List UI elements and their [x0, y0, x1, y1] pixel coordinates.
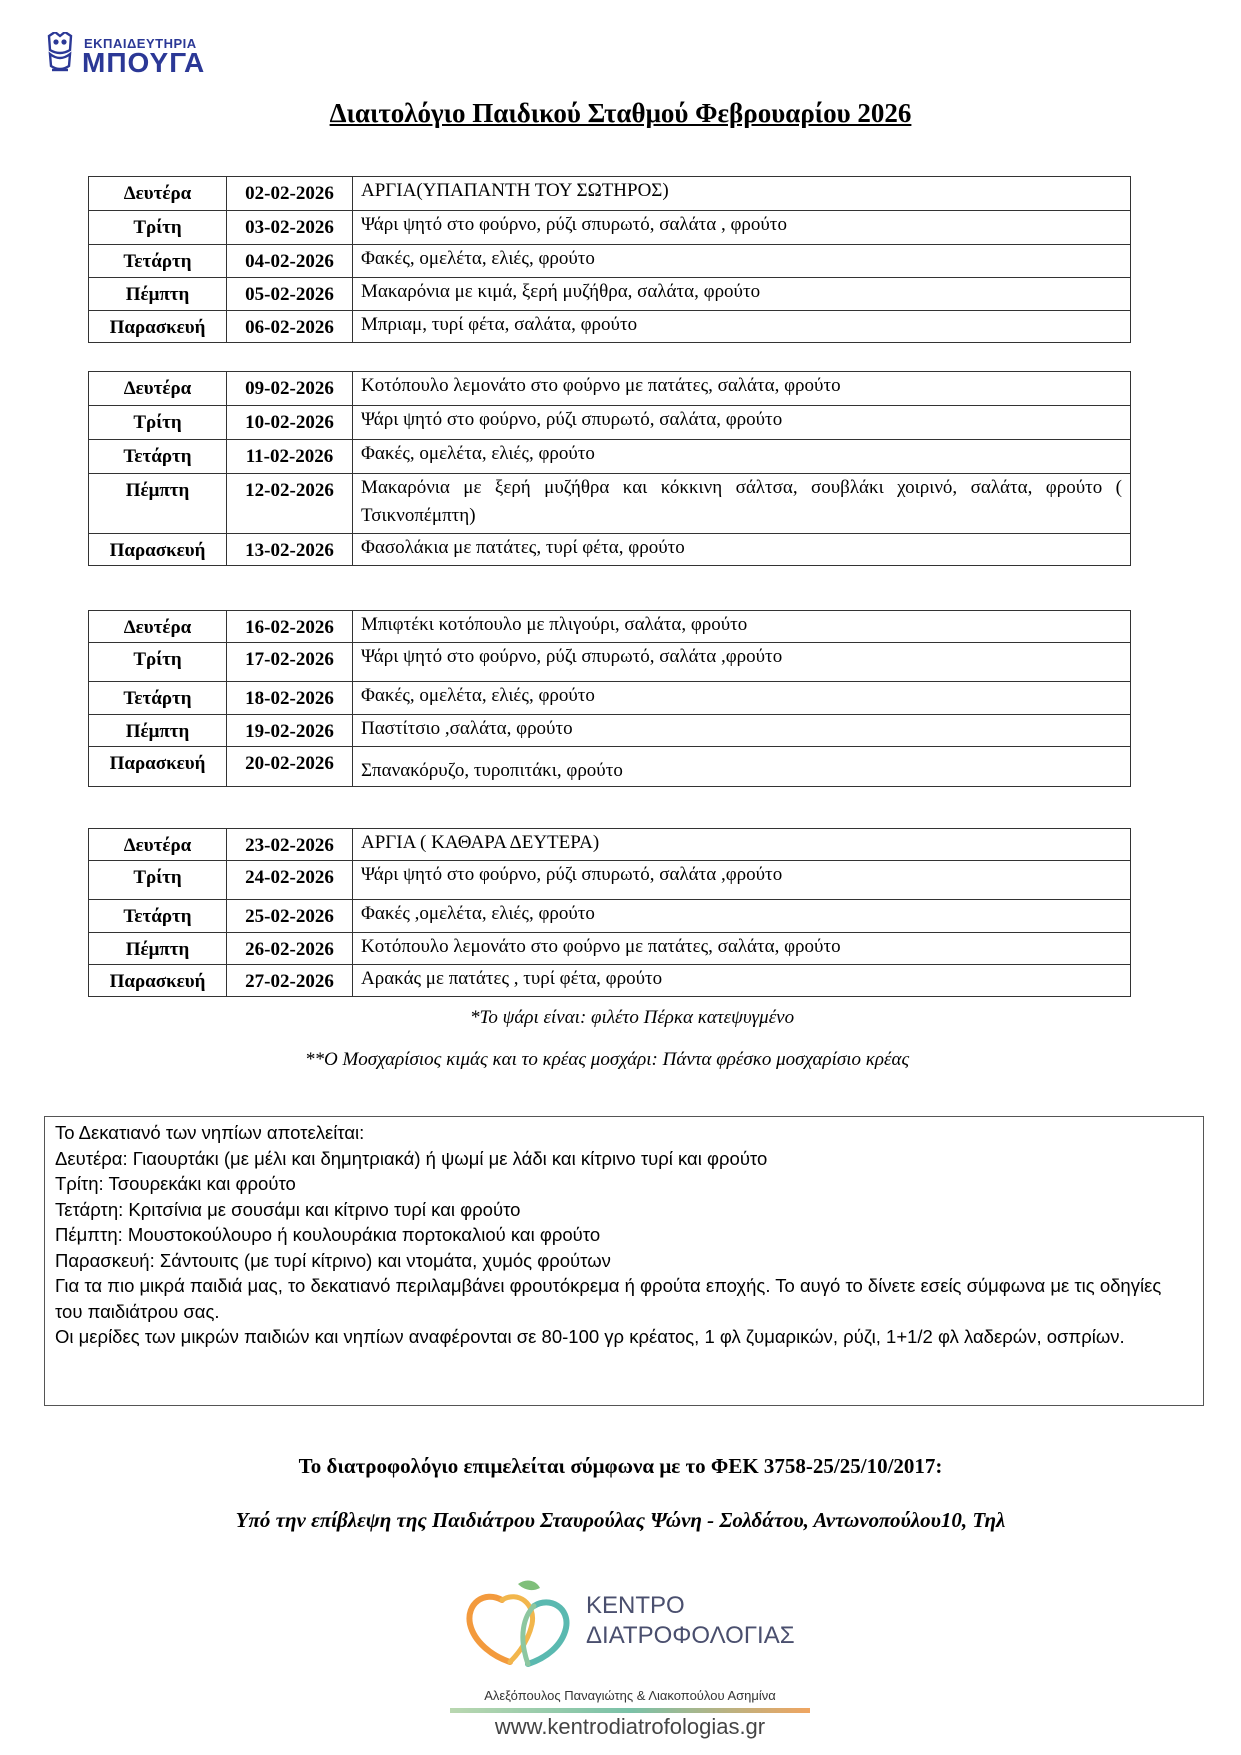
week-4-table	[88, 828, 1131, 997]
table-row	[89, 611, 1131, 643]
day-cell: Πέμπτη	[89, 933, 227, 965]
day-cell: Δευτέρα	[89, 372, 227, 406]
date-cell: 03-02-2026	[227, 211, 353, 245]
day-cell: Παρασκευή	[89, 965, 227, 997]
table-row	[89, 311, 1131, 343]
snack-line: Δευτέρα: Γιαουρτάκι (με μέλι και δημητριακά) ή ψωμί με λάδι και κίτρινο τυρί και φρούτο	[55, 1147, 768, 1169]
fek-statement: Το διατροφολόγιο επιμελείται σύμφωνα με το ΦΕΚ 3758-25/25/10/2017:	[298, 1454, 943, 1478]
meal-cell: Μακαρόνια με ξερή μυζήθρα και κόκκινη σάλτσα, σουβλάκι χοιρινό, σαλάτα, φρούτο ( Τσικνοπέμπτη)	[353, 474, 1131, 534]
date-cell: 02-02-2026	[227, 177, 353, 211]
date-cell: 25-02-2026	[227, 900, 353, 933]
meal-cell: ΑΡΓΙΑ ( ΚΑΘΑΡΑ ΔΕΥΤΕΡΑ)	[353, 829, 1131, 861]
day-cell: Τετάρτη	[89, 682, 227, 715]
website-url: www.kentrodiatrofologias.gr	[494, 1714, 766, 1739]
snack-line: Για τα πιο μικρά παιδιά μας, το δεκατιανό περιλαμβάνει φρουτόκρεμα ή φρούτα εποχής. Το αυγό το δίνετε εσείς σύμφωνα με τις οδηγίες του παιδιάτρου σας.	[55, 1275, 1162, 1322]
table-row	[89, 211, 1131, 245]
snack-line: Παρασκευή: Σάντουιτς (με τυρί κίτρινο) και ντομάτα, χυμός φρούτων	[55, 1249, 611, 1271]
brand-line1: ΚΕΝΤΡΟ	[586, 1592, 685, 1619]
meal-cell: Μπιφτέκι κοτόπουλο με πλιγούρι, σαλάτα, φρούτο	[353, 611, 1131, 643]
day-cell: Πέμπτη	[89, 474, 227, 534]
snack-info-box	[44, 1116, 1204, 1406]
day-cell: Παρασκευή	[89, 311, 227, 343]
week-2-table	[88, 371, 1131, 566]
date-cell: 05-02-2026	[227, 278, 353, 311]
day-cell: Τρίτη	[89, 406, 227, 440]
date-cell: 16-02-2026	[227, 611, 353, 643]
meal-cell: Φασολάκια με πατάτες, τυρί φέτα, φρούτο	[353, 534, 1131, 566]
date-cell: 09-02-2026	[227, 372, 353, 406]
table-row	[89, 829, 1131, 861]
day-cell: Τρίτη	[89, 211, 227, 245]
meal-cell: Σπανακόρυζο, τυροπιτάκι, φρούτο	[353, 747, 1131, 787]
meal-cell: Ψάρι ψητό στο φούρνο, ρύζι σπυρωτό, σαλάτα ,φρούτο	[353, 643, 1131, 682]
owners-line: Αλεξόπουλος Παναγιώτης & Λιακοπούλου Ασημίνα	[484, 1688, 776, 1703]
table-row	[89, 372, 1131, 406]
date-cell: 27-02-2026	[227, 965, 353, 997]
date-cell: 18-02-2026	[227, 682, 353, 715]
nutrition-center-logo	[450, 1570, 810, 1745]
date-cell: 11-02-2026	[227, 440, 353, 474]
week-1-table	[88, 176, 1131, 343]
day-cell: Παρασκευή	[89, 534, 227, 566]
date-cell: 17-02-2026	[227, 643, 353, 682]
meal-cell: ΑΡΓΙΑ(ΥΠΑΠΑΝΤΗ ΤΟΥ ΣΩΤΗΡΟΣ)	[353, 177, 1131, 211]
date-cell: 06-02-2026	[227, 311, 353, 343]
snack-line: Πέμπτη: Μουστοκούλουρο ή κουλουράκια πορτοκαλιού και φρούτο	[55, 1224, 601, 1245]
table-row	[89, 900, 1131, 933]
heart-apple-icon	[462, 1576, 584, 1676]
table-row	[89, 534, 1131, 566]
meal-cell: Φακές, ομελέτα, ελιές, φρούτο	[353, 440, 1131, 474]
meal-cell: Μακαρόνια με κιμά, ξερή μυζήθρα, σαλάτα, φρούτο	[353, 278, 1131, 311]
date-cell: 04-02-2026	[227, 245, 353, 278]
snack-line: Τετάρτη: Κριτσίνια με σουσάμι και κίτρινο τυρί και φρούτο	[55, 1198, 521, 1220]
day-cell: Τρίτη	[89, 861, 227, 900]
beef-note: **Ο Μοσχαρίσιος κιμάς και το κρέας μοσχάρι: Πάντα φρέσκο μοσχαρίσιο κρέας	[305, 1049, 910, 1070]
date-cell: 13-02-2026	[227, 534, 353, 566]
meal-cell: Ψάρι ψητό στο φούρνο, ρύζι σπυρωτό, σαλάτα, φρούτο	[353, 406, 1131, 440]
table-row	[89, 715, 1131, 747]
table-row	[89, 747, 1131, 787]
meal-cell: Ψάρι ψητό στο φούρνο, ρύζι σπυρωτό, σαλάτα ,φρούτο	[353, 861, 1131, 900]
owl-logo-icon	[46, 32, 74, 76]
fish-note: *Το ψάρι είναι: φιλέτο Πέρκα κατεψυγμένο	[470, 1007, 795, 1028]
meal-cell: Αρακάς με πατάτες , τυρί φέτα, φρούτο	[353, 965, 1131, 997]
meal-cell: Μπριαμ, τυρί φέτα, σαλάτα, φρούτο	[353, 311, 1131, 343]
day-cell: Παρασκευή	[89, 747, 227, 787]
supervision-statement: Υπό την επίβλεψη της Παιδιάτρου Σταυρούλας Ψώνη - Σολδάτου, Αντωνοπούλου10, Τηλ	[235, 1508, 1006, 1532]
table-row	[89, 965, 1131, 997]
table-row	[89, 474, 1131, 534]
day-cell: Δευτέρα	[89, 611, 227, 643]
meal-cell: Ψάρι ψητό στο φούρνο, ρύζι σπυρωτό, σαλάτα , φρούτο	[353, 211, 1131, 245]
table-row	[89, 643, 1131, 682]
page-title: Διαιτολόγιο Παιδικού Σταθμού Φεβρουαρίου 2026	[329, 98, 912, 128]
table-row	[89, 177, 1131, 211]
snack-line: Οι μερίδες των μικρών παιδιών και νηπίων αναφέρονται σε 80-100 γρ κρέατος, 1 φλ ζυμαρικών, ρύζι, 1+1/2 φλ λαδερών, οσπρίων.	[55, 1326, 1125, 1347]
brand-line2: ΔΙΑΤΡΟΦΟΛΟΓΙΑΣ	[586, 1622, 795, 1649]
date-cell: 20-02-2026	[227, 747, 353, 787]
day-cell: Τετάρτη	[89, 245, 227, 278]
meal-cell: Φακές, ομελέτα, ελιές, φρούτο	[353, 682, 1131, 715]
meal-cell: Κοτόπουλο λεμονάτο στο φούρνο με πατάτες, σαλάτα, φρούτο	[353, 372, 1131, 406]
day-cell: Δευτέρα	[89, 177, 227, 211]
day-cell: Πέμπτη	[89, 715, 227, 747]
table-row	[89, 245, 1131, 278]
meal-cell: Φακές, ομελέτα, ελιές, φρούτο	[353, 245, 1131, 278]
table-row	[89, 682, 1131, 715]
day-cell: Πέμπτη	[89, 278, 227, 311]
day-cell: Δευτέρα	[89, 829, 227, 861]
day-cell: Τετάρτη	[89, 440, 227, 474]
table-row	[89, 861, 1131, 900]
meal-cell: Παστίτσιο ,σαλάτα, φρούτο	[353, 715, 1131, 747]
date-cell: 23-02-2026	[227, 829, 353, 861]
meal-cell: Κοτόπουλο λεμονάτο στο φούρνο με πατάτες, σαλάτα, φρούτο	[353, 933, 1131, 965]
logo-line2: ΜΠΟΥΓΑ	[82, 47, 206, 78]
brand-divider	[450, 1708, 810, 1713]
day-cell: Τρίτη	[89, 643, 227, 682]
logo-line1: ΕΚΠΑΙΔΕΥΤΗΡΙΑ	[84, 36, 197, 51]
day-cell: Τετάρτη	[89, 900, 227, 933]
date-cell: 12-02-2026	[227, 474, 353, 534]
date-cell: 26-02-2026	[227, 933, 353, 965]
week-3-table	[88, 610, 1131, 787]
snack-line: Το Δεκατιανό των νηπίων αποτελείται:	[55, 1122, 365, 1143]
meal-cell: Φακές ,ομελέτα, ελιές, φρούτο	[353, 900, 1131, 933]
date-cell: 24-02-2026	[227, 861, 353, 900]
snack-line: Τρίτη: Τσουρεκάκι και φρούτο	[55, 1173, 296, 1194]
table-row	[89, 406, 1131, 440]
date-cell: 10-02-2026	[227, 406, 353, 440]
table-row	[89, 933, 1131, 965]
date-cell: 19-02-2026	[227, 715, 353, 747]
table-row	[89, 440, 1131, 474]
school-logo	[46, 30, 236, 82]
table-row	[89, 278, 1131, 311]
